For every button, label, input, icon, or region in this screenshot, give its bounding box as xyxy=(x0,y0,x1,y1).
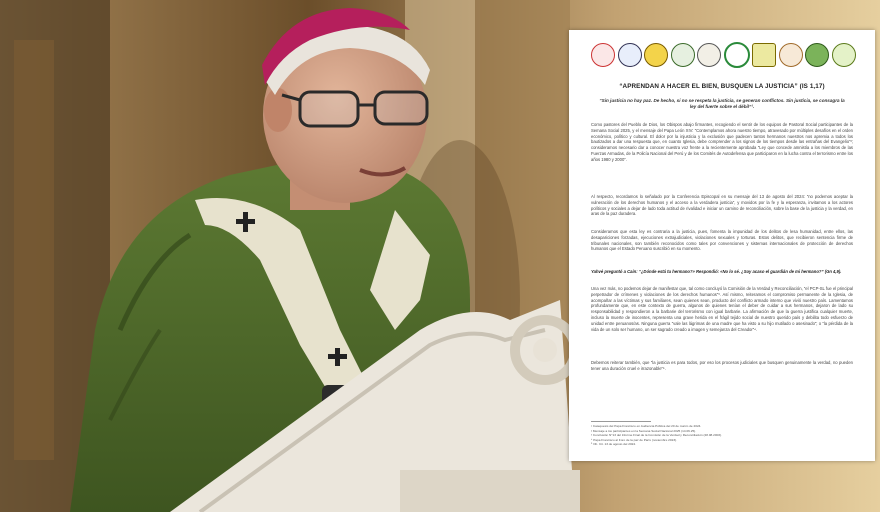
paragraph-1: Como pastores del Pueblo de Dios, los Obispos abajo firmantes, recogiendo el sentir de los equipos de Pastoral Social participantes de la Semana Social 2025, y el mensaje del Papa León XIV: “Contemplamos ahora nuestro tiempo, atravesado por múltiples desafíos en el orden económico, político y cultural. El dolor por la injusticia y la exclusión que padecen tantos hermanos nuestros nos apremia a todos los bautizados a dar una respuesta que, en cuanto Iglesia, debe comprender a los signos de los tiempos desde las entrañas del Evangelio”²; consideramos necesario dar a conocer nuestra voz frente a la recientemente aprobada “Ley que concede amnistía a los miembros de las Fuerzas Armadas, de la Policía Nacional del Perú y de los Comités de Autodefensa que participaron en la lucha contra el terrorismo entre los años 1980 y 2000”. xyxy=(591,122,853,162)
footnotes xyxy=(591,424,831,447)
logo-diocese-9 xyxy=(805,43,829,67)
logo-arzobispado-trujillo xyxy=(618,43,642,67)
paragraph-2: Al respecto, recordamos lo señalado por la Conferencia Episcopal en su mensaje del 13 de agosto del 2024: “no podemos aceptar la vulneración de los derechos humanos y el acceso a la verdadera justicia”, y movidos por la fe y la esperanza, invitamos a los actores políticos y sociales a dejar de lado toda actitud de rivalidad e iniciar un camino de reconciliación, sobre la base de la justicia y la verdad, en aras de la paz duradera. xyxy=(591,194,853,217)
paragraph-3: Consideramos que esta ley es contraria a la justicia, pues, fomenta la impunidad de los delitos de lesa humanidad, entre ellos, las desapariciones forzadas, ejecuciones extrajudiciales, violaciones sexuales y torturas. Estos delitos, que recibieron sentencia firme de tribunales nacionales, son también reconocidos como tales por convenciones y sistemas internacionales de protección de derechos humanos que el Estado Peruano suscribió en su momento. xyxy=(591,229,853,252)
footnote-5: ⁵ Ob. Cit. 13 de agosto del 2024. xyxy=(591,442,636,446)
document-title: “APRENDAN A HACER EL BIEN, BUSQUEN LA JUSTICIA” (IS 1,17) xyxy=(619,83,825,90)
glasses xyxy=(282,92,427,126)
footnote-1: ¹ Catequesis del Papa Francisco en Audiencia Pública del 20 de marzo de 2024. xyxy=(591,424,702,428)
footnote-2: ² Mensaje a los participantes en la Semana Social Nacional 2025 (14.06.25). xyxy=(591,428,697,433)
logo-row xyxy=(591,42,856,68)
paragraph-4: Una vez más, no podemos dejar de manifestar que, tal como concluyó la Comisión de la Verdad y Reconciliación, “el PCP-SL fue el principal perpetrador de crímenes y violaciones de los derechos humanos”³. Así mismo, reiteramos el compromiso permanente de la Iglesia, de acompañar a las víctimas y sus familiares, sean quienes sean, producto del conflicto armado interno que vivió nuestro país. Lamentamos profundamente que, en este contexto de guerra, algunos de quienes tenían el deber de cuidar a sus hermanos, dejaron de lado su responsabilidad y respondieron a la barbarie del terrorismo con igual barbarie. La afirmación de que la guerra justifica cualquier muerte, incluso la muerte de inocentes, representa una grave herida en el frágil tejido social de nuestro querido país y debilita todo esfuerzo de unidad entre peruanos/as. Ninguna guerra “vale las lágrimas de una madre que ha visto a su hijo mutilado o asesinado”; o “la pérdida de la vida de un solo ser humano, un ser sagrado creado a imagen y semejanza del Creador”⁴. xyxy=(591,286,853,332)
logo-diocese-7 xyxy=(752,43,776,67)
footnote-rule xyxy=(591,421,651,422)
footnote-4: ⁴ Papa Francisco al Foro de la paz de París (noviembre 2023). xyxy=(591,437,677,442)
logo-diocese-8 xyxy=(779,43,803,67)
paragraph-5: Debemos reiterar también, que “la justicia es para todos, por eso los procesos judiciales que busquen genuinamente la verdad, no pueden tener una duración cruel e irrazonable”⁵. xyxy=(591,360,853,371)
logo-diocese-5 xyxy=(697,43,721,67)
logo-diocese-4 xyxy=(671,43,695,67)
bible-quote: Yahvé preguntó a Caín: “¿Dónde está tu hermano?» Respondió: «No lo sé. ¿Soy acaso el guardián de mi hermano?” (Gn 4,9). xyxy=(591,269,842,274)
footnote-3: ³ Conclusión N°13 del Informe Final de la Comisión de la Verdad y Reconciliación (28.08.2003). xyxy=(591,433,722,437)
document-subtitle: “Sin justicia no hay paz. De hecho, si no se respeta la justicia, se generan conflictos. Sin justicia, se consagra la ley del fuerte sobre el débil”¹. xyxy=(599,98,845,109)
statement-document xyxy=(569,30,875,461)
logo-arzobispado-lima xyxy=(591,43,615,67)
logo-diocese-3 xyxy=(644,43,668,67)
ear xyxy=(264,88,292,132)
logo-diocese-6 xyxy=(724,42,750,68)
logo-diocese-10 xyxy=(832,43,856,67)
